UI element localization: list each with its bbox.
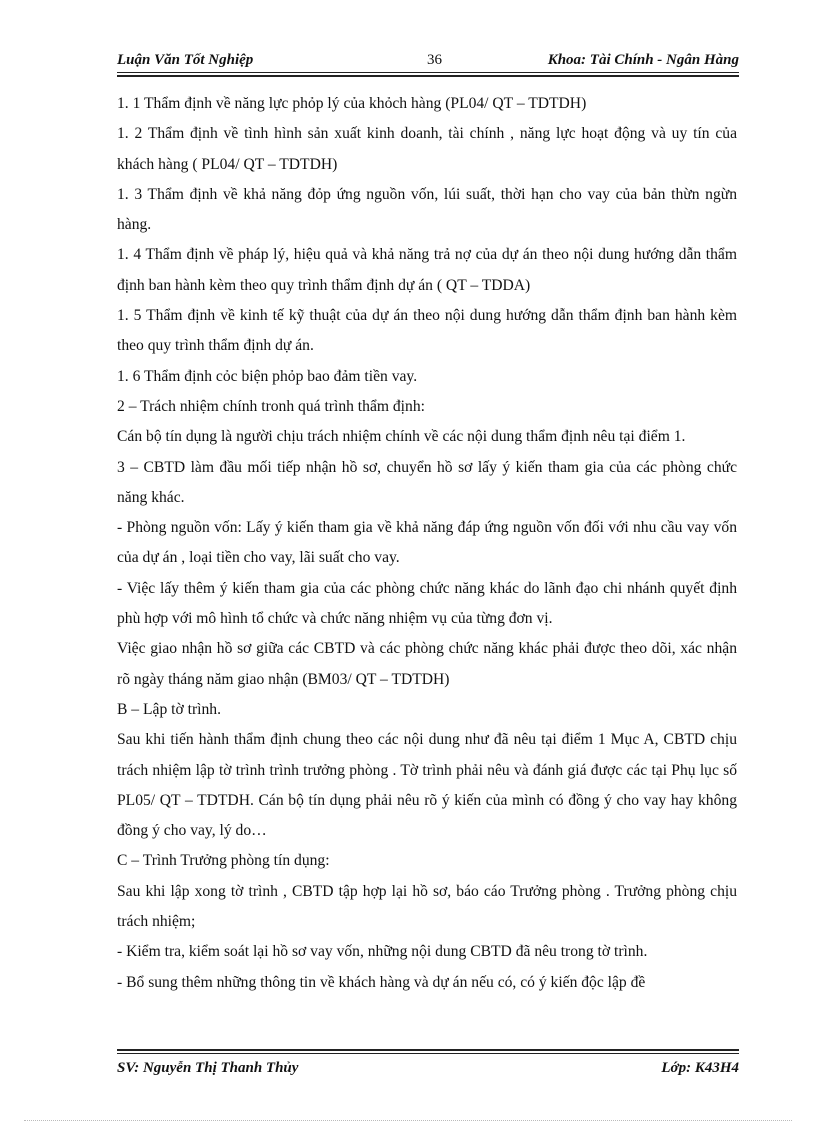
header-rule — [117, 72, 739, 77]
header-faculty: Khoa: Tài Chính - Ngân Hàng — [547, 52, 739, 68]
paragraph: 1. 5 Thẩm định về kinh tế kỹ thuật của dự án theo nội dung hướng dẫn thẩm định ban hành kèm theo quy trình thẩm định dự án. — [117, 307, 737, 355]
paragraph: - Kiểm tra, kiểm soát lại hồ sơ vay vốn, những nội dung CBTD đã nêu trong tờ trình. — [117, 943, 648, 961]
paragraph: 1. 3 Thẩm định về khả năng đỏp ứng nguồn vốn, lúi suất, thời hạn cho vay của bản thừn ngừn hàng. — [117, 185, 737, 234]
page-header — [117, 47, 739, 73]
paragraph: Sau khi lập xong tờ trình , CBTD tập hợp lại hồ sơ, báo cáo Trưởng phòng . Trưởng phòng chịu trách nhiệm; — [117, 882, 737, 931]
page-number: 36 — [427, 52, 442, 68]
paragraph: - Việc lấy thêm ý kiến tham gia của các phòng chức năng khác do lãnh đạo chi nhánh quyết định phù hợp với mô hình tổ chức và chức năng nhiệm vụ của từng đơn vị. — [117, 579, 737, 628]
header-thesis-title: Luận Văn Tốt Nghiệp — [117, 52, 254, 68]
footer-rule — [117, 1049, 739, 1054]
paragraph: 1. 1 Thẩm định về năng lực phỏp lý của khỏch hàng (PL04/ QT – TDTDH) — [117, 95, 587, 112]
paragraph: 1. 2 Thẩm định về tình hình sản xuất kinh doanh, tài chính , năng lực hoạt động và uy tín của khách hàng ( PL04/ QT – TDTDH) — [117, 125, 737, 173]
paragraph: Việc giao nhận hồ sơ giữa các CBTD và các phòng chức năng khác phải được theo dõi, xác nhận rõ ngày tháng năm giao nhận (BM03/ QT – TDTDH) — [117, 640, 737, 688]
paragraph: - Bổ sung thêm những thông tin về khách hàng và dự án nếu có, có ý kiến độc lập đề — [117, 973, 646, 991]
page-footer — [117, 1056, 739, 1080]
page-edge — [24, 1120, 792, 1121]
paragraph: Sau khi tiến hành thẩm định chung theo các nội dung như đã nêu tại điểm 1 Mục A, CBTD chịu trách nhiệm lập tờ trình trình trưởng phòng . Tờ trình phải nêu và đánh giá được các tại Phụ lục số PL05/ QT – TDTDH. Cán bộ tín dụng phải nêu rõ ý kiến của mình có đồng ý cho vay hay không đồng ý cho vay, lý do… — [117, 731, 737, 840]
paragraph: 1. 4 Thẩm định về pháp lý, hiệu quả và khả năng trả nợ của dự án theo nội dung hướng dẫn thẩm định ban hành kèm theo quy trình thẩm định dự án ( QT – TDDA) — [117, 246, 737, 294]
paragraph: 3 – CBTD làm đầu mối tiếp nhận hồ sơ, chuyển hồ sơ lấy ý kiến tham gia của các phòng chức năng khác. — [117, 458, 737, 506]
section-heading: B – Lập tờ trình. — [117, 700, 221, 718]
footer-student-name: SV: Nguyễn Thị Thanh Thủy — [117, 1060, 299, 1076]
body-text — [117, 89, 737, 998]
paragraph: 1. 6 Thẩm định cỏc biện phỏp bao đảm tiền vay. — [117, 367, 418, 385]
paragraph: 2 – Trách nhiệm chính tronh quá trình thẩm định: — [117, 397, 425, 415]
paragraph: - Phòng nguồn vốn: Lấy ý kiến tham gia về khả năng đáp ứng nguồn vốn đối với nhu cầu vay vốn của dự án , loại tiền cho vay, lãi suất cho vay. — [117, 519, 737, 567]
paragraph: Cán bộ tín dụng là người chịu trách nhiệm chính về các nội dung thẩm định nêu tại điểm 1. — [117, 428, 686, 446]
footer-class: Lớp: K43H4 — [661, 1060, 739, 1076]
section-heading: C – Trình Trưởng phòng tín dụng: — [117, 852, 330, 870]
